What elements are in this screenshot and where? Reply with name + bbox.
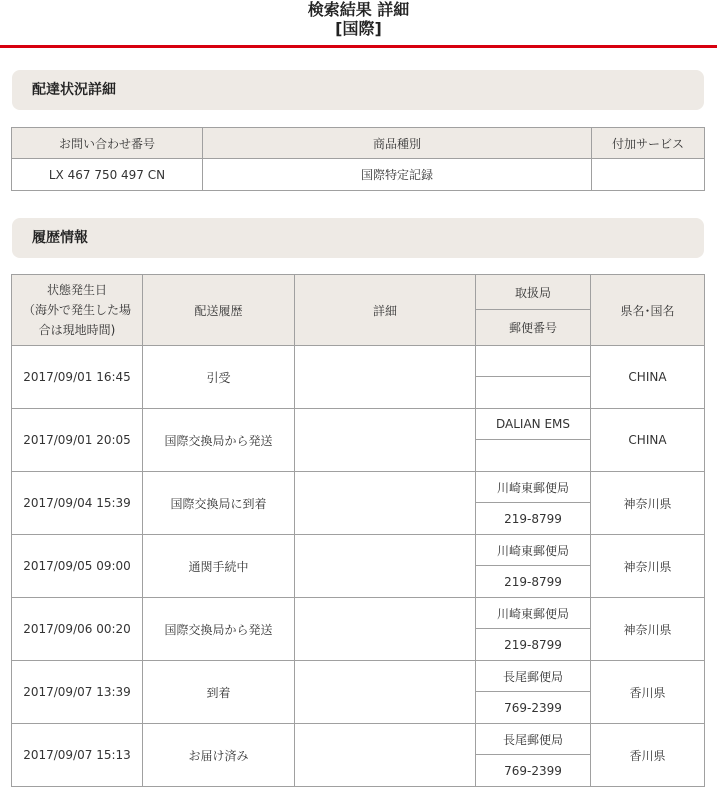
history-postal-code: 219-8799 <box>476 503 591 535</box>
history-event: 国際交換局に到着 <box>143 472 295 535</box>
history-postal-code: 769-2399 <box>476 692 591 724</box>
additional-service-value <box>592 159 705 191</box>
history-office: 長尾郵便局 <box>476 661 591 692</box>
col-additional-service: 付加サービス <box>592 128 705 159</box>
col-postal-code: 郵便番号 <box>476 310 591 346</box>
delivery-status-table <box>11 127 705 191</box>
history-detail <box>295 724 476 787</box>
history-region: 神奈川県 <box>591 472 705 535</box>
history-table <box>11 274 705 787</box>
page-title-line1: 検索結果 詳細 <box>307 0 410 19</box>
history-detail <box>295 661 476 724</box>
history-office: DALIAN EMS <box>476 409 591 440</box>
history-event: 引受 <box>143 346 295 409</box>
history-row <box>12 346 705 377</box>
history-postal-code <box>476 377 591 409</box>
col-date <box>12 275 143 346</box>
col-office: 取扱局 <box>476 275 591 310</box>
history-office: 川崎東郵便局 <box>476 598 591 629</box>
col-event: 配送履歴 <box>143 275 295 346</box>
history-region: 香川県 <box>591 724 705 787</box>
history-detail <box>295 472 476 535</box>
history-office: 長尾郵便局 <box>476 724 591 755</box>
history-detail <box>295 346 476 409</box>
delivery-status-header-row <box>12 128 705 159</box>
history-postal-code: 219-8799 <box>476 566 591 598</box>
history-detail <box>295 598 476 661</box>
history-header-row <box>12 275 705 310</box>
history-postal-code <box>476 440 591 472</box>
history-event: 国際交換局から発送 <box>143 409 295 472</box>
history-date: 2017/09/07 15:13 <box>12 724 143 787</box>
history-row <box>12 598 705 629</box>
history-event: 国際交換局から発送 <box>143 598 295 661</box>
history-date: 2017/09/06 00:20 <box>12 598 143 661</box>
history-postal-code: 219-8799 <box>476 629 591 661</box>
history-event: 到着 <box>143 661 295 724</box>
history-detail <box>295 535 476 598</box>
history-region: CHINA <box>591 346 705 409</box>
page-title <box>0 0 717 38</box>
col-product-type: 商品種別 <box>203 128 592 159</box>
history-postal-code: 769-2399 <box>476 755 591 787</box>
history-date: 2017/09/01 16:45 <box>12 346 143 409</box>
history-row <box>12 661 705 692</box>
history-office <box>476 346 591 377</box>
history-row <box>12 472 705 503</box>
history-office: 川崎東郵便局 <box>476 535 591 566</box>
delivery-status-section-title: 配達状況詳細 <box>12 70 704 110</box>
col-detail: 詳細 <box>295 275 476 346</box>
history-region: 香川県 <box>591 661 705 724</box>
product-type-value: 国際特定記録 <box>203 159 592 191</box>
history-date: 2017/09/07 13:39 <box>12 661 143 724</box>
history-row <box>12 409 705 440</box>
col-region: 県名･国名 <box>591 275 705 346</box>
history-section-title: 履歴情報 <box>12 218 704 258</box>
col-date-line3: 合は現地時間) <box>38 323 116 337</box>
header-divider <box>0 45 717 48</box>
history-row <box>12 724 705 755</box>
history-detail <box>295 409 476 472</box>
history-region: CHINA <box>591 409 705 472</box>
history-region: 神奈川県 <box>591 598 705 661</box>
col-date-line2: （海外で発生した場 <box>22 303 131 317</box>
page-title-line2: [国際] <box>335 19 382 38</box>
history-date: 2017/09/04 15:39 <box>12 472 143 535</box>
tracking-number-value: LX 467 750 497 CN <box>12 159 203 191</box>
history-date: 2017/09/05 09:00 <box>12 535 143 598</box>
history-event: お届け済み <box>143 724 295 787</box>
history-office: 川崎東郵便局 <box>476 472 591 503</box>
history-region: 神奈川県 <box>591 535 705 598</box>
col-date-line1: 状態発生日 <box>46 283 107 297</box>
history-row <box>12 535 705 566</box>
history-event: 通関手続中 <box>143 535 295 598</box>
delivery-status-row <box>12 159 705 191</box>
history-date: 2017/09/01 20:05 <box>12 409 143 472</box>
col-tracking-number: お問い合わせ番号 <box>12 128 203 159</box>
